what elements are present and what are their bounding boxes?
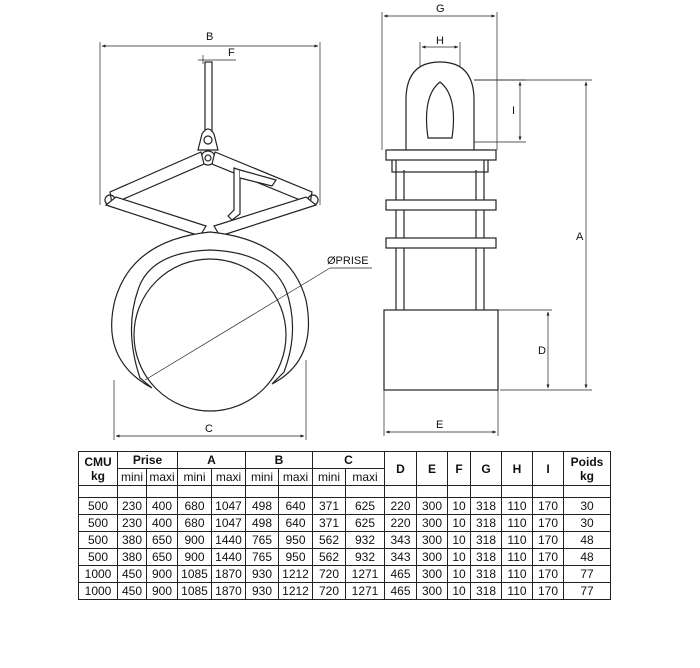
spacer-cell [533,486,564,498]
table-cell: 625 [346,515,385,532]
label-b: B [206,31,214,43]
table-spacer-row [79,486,611,498]
table-cell: 720 [313,566,346,583]
table-cell: 1212 [279,583,313,600]
header-prise: Prise [118,452,178,469]
header-h: H [502,452,533,486]
table-cell: 371 [313,515,346,532]
table-cell: 230 [118,498,147,515]
table-cell: 110 [502,583,533,600]
spacer-cell [147,486,178,498]
table-cell: 562 [313,549,346,566]
table-cell: 110 [502,566,533,583]
table-cell: 930 [246,583,279,600]
header-g: G [471,452,502,486]
table-cell: 498 [246,498,279,515]
table-row [79,532,611,549]
side-bolt-low [386,238,496,248]
lower-link-left [106,197,206,236]
spec-table [78,451,611,600]
header-e: E [417,452,448,486]
spacer-cell [178,486,212,498]
table-cell: 77 [564,566,611,583]
header-poids: Poids kg [564,452,611,486]
table-cell: 640 [279,515,313,532]
spacer-cell [471,486,502,498]
table-cell: 500 [79,498,118,515]
spacer-cell [118,486,147,498]
table-cell: 318 [471,498,502,515]
table-cell: 318 [471,583,502,600]
table-cell: 680 [178,498,212,515]
table-cell: 625 [346,498,385,515]
table-cell: 170 [533,583,564,600]
center-hub-inner [205,155,211,161]
table-cell: 170 [533,532,564,549]
table-cell: 10 [448,532,471,549]
table-cell: 400 [147,515,178,532]
table-cell: 640 [279,498,313,515]
label-e: E [436,419,444,431]
table-cell: 170 [533,549,564,566]
label-prise: ØPRISE [327,255,369,267]
table-row [79,549,611,566]
table-row [79,515,611,532]
header-b: B [246,452,313,469]
label-h: H [436,35,444,47]
spacer-cell [346,486,385,498]
table-cell: 1870 [212,566,246,583]
table-cell: 900 [147,566,178,583]
table-cell: 950 [279,549,313,566]
table-cell: 10 [448,566,471,583]
table-cell: 1047 [212,498,246,515]
table-cell: 343 [385,532,417,549]
sub-c-maxi: maxi [346,469,385,486]
sub-a-mini: mini [178,469,212,486]
table-cell: 48 [564,532,611,549]
table-cell: 1870 [212,583,246,600]
header-f: F [448,452,471,486]
table-cell: 500 [79,532,118,549]
table-cell: 230 [118,515,147,532]
table-cell: 318 [471,515,502,532]
side-bolt-mid [386,200,496,210]
table-cell: 318 [471,549,502,566]
table-cell: 300 [417,532,448,549]
table-cell: 300 [417,583,448,600]
sub-c-mini: mini [313,469,346,486]
table-cell: 380 [118,549,147,566]
table-cell: 765 [246,549,279,566]
table-cell: 10 [448,549,471,566]
table-cell: 300 [417,515,448,532]
table-cell: 10 [448,583,471,600]
table-cell: 30 [564,498,611,515]
table-cell: 170 [533,498,564,515]
table-cell: 400 [147,498,178,515]
table-cell: 371 [313,498,346,515]
table-cell: 110 [502,498,533,515]
sub-b-mini: mini [246,469,279,486]
table-cell: 1271 [346,566,385,583]
table-row [79,498,611,515]
sub-prise-mini: mini [118,469,147,486]
table-cell: 932 [346,532,385,549]
header-a: A [178,452,246,469]
header-cmu: CMU kg [79,452,118,486]
table-cell: 950 [279,532,313,549]
table-cell: 1085 [178,566,212,583]
table-cell: 1000 [79,583,118,600]
table-cell: 300 [417,549,448,566]
table-cell: 110 [502,515,533,532]
spacer-cell [564,486,611,498]
table-cell: 720 [313,583,346,600]
table-cell: 220 [385,498,417,515]
table-cell: 900 [147,583,178,600]
table-cell: 300 [417,498,448,515]
upper-link-left [110,152,204,204]
table-cell: 1000 [79,566,118,583]
table-cell: 1085 [178,583,212,600]
table-cell: 10 [448,498,471,515]
table-cell: 765 [246,532,279,549]
spacer-cell [212,486,246,498]
side-bolt-top [386,150,496,160]
table-cell: 930 [246,566,279,583]
latch-hook [228,168,240,220]
label-i: I [512,105,516,117]
table-cell: 680 [178,515,212,532]
table-cell: 650 [147,549,178,566]
lifting-rod [205,62,212,134]
spacer-cell [417,486,448,498]
label-a: A [576,231,584,243]
sub-b-maxi: maxi [279,469,313,486]
table-cell: 170 [533,566,564,583]
table-cell: 1212 [279,566,313,583]
table-cell: 1271 [346,583,385,600]
table-cell: 500 [79,515,118,532]
spacer-cell [279,486,313,498]
table-cell: 318 [471,566,502,583]
table-cell: 562 [313,532,346,549]
spacer-cell [502,486,533,498]
table-cell: 498 [246,515,279,532]
spacer-cell [385,486,417,498]
table-cell: 450 [118,583,147,600]
table-row [79,566,611,583]
table-cell: 318 [471,532,502,549]
table-row [79,583,611,600]
table-cell: 1440 [212,532,246,549]
table-cell: 1047 [212,515,246,532]
table-cell: 10 [448,515,471,532]
table-cell: 343 [385,549,417,566]
table-cell: 380 [118,532,147,549]
sub-prise-maxi: maxi [147,469,178,486]
table-cell: 110 [502,532,533,549]
jaw-outer [112,232,309,388]
table-cell: 900 [178,532,212,549]
label-f: F [228,47,235,59]
pipe-side-view [384,310,498,390]
table-cell: 932 [346,549,385,566]
spacer-cell [79,486,118,498]
sub-a-maxi: maxi [212,469,246,486]
table-cell: 170 [533,515,564,532]
spacer-cell [313,486,346,498]
label-g: G [436,3,445,15]
table-cell: 77 [564,583,611,600]
table-cell: 30 [564,515,611,532]
pipe-circle [134,259,286,411]
table-cell: 110 [502,549,533,566]
table-cell: 465 [385,583,417,600]
header-c: C [313,452,385,469]
spacer-cell [448,486,471,498]
spacer-cell [246,486,279,498]
table-cell: 465 [385,566,417,583]
table-cell: 650 [147,532,178,549]
label-d: D [538,345,546,357]
header-i: I [533,452,564,486]
table-cell: 300 [417,566,448,583]
table-cell: 500 [79,549,118,566]
top-shackle [198,129,218,150]
table-cell: 48 [564,549,611,566]
label-c: C [205,423,213,435]
table-cell: 1440 [212,549,246,566]
table-cell: 900 [178,549,212,566]
header-d: D [385,452,417,486]
table-cell: 220 [385,515,417,532]
table-cell: 450 [118,566,147,583]
